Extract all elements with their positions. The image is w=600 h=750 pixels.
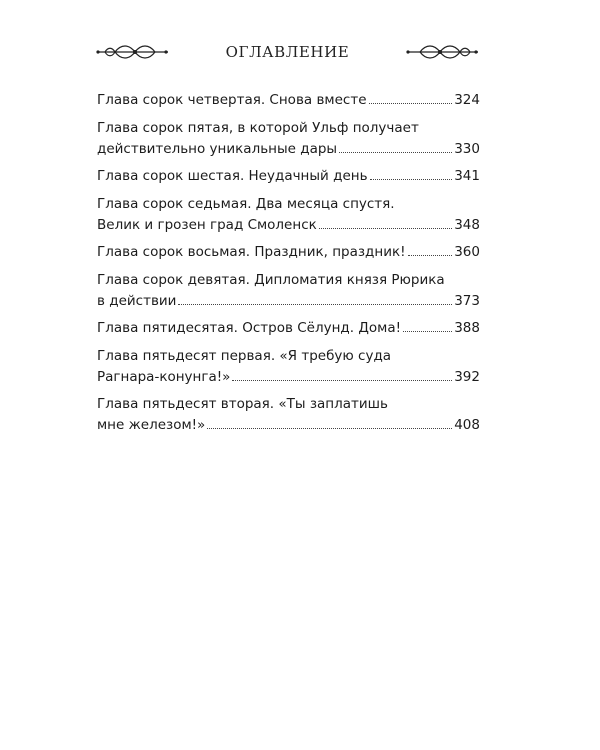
page-title: ОГЛАВЛЕНИЕ [225, 43, 350, 61]
toc-entry-title-cont: мне железом!» [97, 417, 206, 433]
toc-entry[interactable] [97, 166, 480, 187]
toc-entry-line [97, 415, 480, 436]
toc-entry[interactable] [97, 90, 480, 111]
toc-entry[interactable] [97, 394, 480, 436]
toc-page-number: 324 [454, 92, 480, 108]
dot-leader [403, 330, 452, 332]
dot-leader [319, 227, 452, 229]
toc-page-number: 330 [454, 140, 480, 157]
toc-entry-title: Глава сорок девятая. Дипломатия князя Рюрика [97, 271, 445, 288]
dot-leader [369, 102, 453, 104]
toc-entry-title-cont: Велик и грозен град Смоленск [97, 216, 317, 233]
toc-entry-title: Глава пятьдесят вторая. «Ты заплатишь [97, 396, 388, 412]
dot-leader [370, 178, 453, 180]
toc-page-number: 360 [454, 244, 480, 260]
toc-entry-title: Глава сорок седьмая. Два месяца спустя. [97, 195, 395, 212]
toc-entry-title: Глава сорок шестая. Неудачный день [97, 168, 368, 184]
vignette-ornament-icon [405, 43, 480, 61]
table-of-contents [97, 90, 480, 443]
toc-entry-line [97, 215, 480, 236]
dot-leader [408, 254, 453, 256]
toc-entry[interactable] [97, 194, 480, 236]
toc-entry-title-cont: действительно уникальные дары [97, 140, 338, 157]
toc-page-number: 341 [454, 168, 480, 184]
toc-entry-line [97, 367, 480, 388]
toc-entry-title: Глава сорок четвертая. Снова вместе [97, 92, 367, 108]
toc-entry-line [97, 291, 480, 312]
toc-header [95, 40, 480, 64]
toc-entry[interactable] [97, 270, 480, 312]
toc-entry-title-cont: в действии [97, 292, 177, 309]
toc-entry[interactable] [97, 242, 480, 263]
toc-entry-title: Глава пятидесятая. Остров Сёлунд. Дома! [97, 320, 402, 336]
dot-leader [207, 427, 452, 429]
toc-entry-title: Глава пятьдесят первая. «Я требую суда [97, 347, 392, 364]
toc-entry-title: Глава сорок пятая, в которой Ульф получает [97, 119, 419, 136]
toc-entry-title-cont: Рагнара-конунга!» [97, 368, 231, 385]
toc-entry-line [97, 90, 480, 111]
toc-page-number: 348 [454, 216, 480, 233]
toc-page-number: 392 [454, 368, 480, 385]
dot-leader [232, 379, 452, 381]
toc-entry[interactable] [97, 318, 480, 339]
dot-leader [178, 303, 452, 305]
toc-entry[interactable] [97, 118, 480, 160]
dot-leader [339, 151, 452, 153]
toc-entry-line [97, 139, 480, 160]
toc-page-number: 408 [454, 417, 480, 433]
toc-entry-line [97, 166, 480, 187]
toc-page-number: 373 [454, 292, 480, 309]
toc-page-number: 388 [454, 320, 480, 336]
toc-entry-line [97, 242, 480, 263]
toc-entry-line [97, 318, 480, 339]
toc-entry[interactable] [97, 346, 480, 388]
toc-entry-title: Глава сорок восьмая. Праздник, праздник! [97, 244, 406, 260]
